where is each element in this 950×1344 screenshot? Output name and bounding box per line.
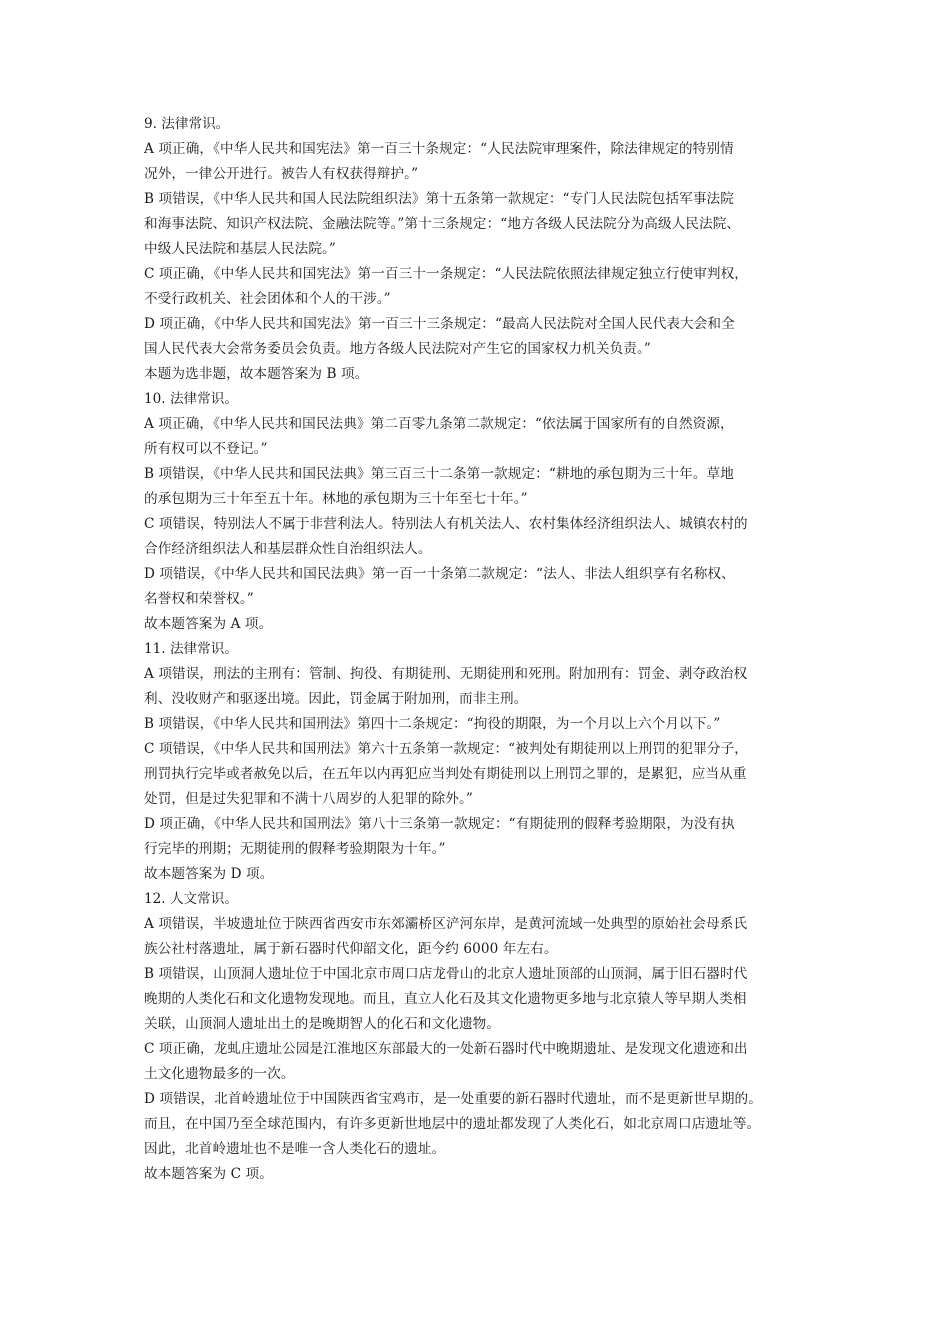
q12-answer: 故本题答案为 C 项。: [144, 1166, 273, 1182]
q11-option-a-line-1: A 项错误，刑法的主刑有：管制、拘役、有期徒刑、无期徒刑和死刑。附加刑有：罚金、剥夺政治权: [144, 666, 748, 682]
q12-option-c-line-1: C 项正确，龙虬庄遗址公园是江淮地区东部最大的一处新石器时代中晚期遗址、是发现文化遗迹和出: [144, 1041, 748, 1057]
q11-option-c-line-3: 处罚，但是过失犯罪和不满十八周岁的人犯罪的除外。”: [144, 791, 473, 807]
q9-option-c-line-2: 不受行政机关、社会团体和个人的干涉。”: [144, 291, 391, 307]
q9-option-d-line-1: D 项正确，《中华人民共和国宪法》第一百三十三条规定：“最高人民法院对全国人民代表大会和全: [144, 316, 735, 332]
q11-option-c-line-2: 刑罚执行完毕或者赦免以后，在五年以内再犯应当判处有期徒刑以上刑罚之罪的，是累犯，应当从重: [144, 766, 747, 782]
q9-answer: 本题为选非题，故本题答案为 B 项。: [144, 366, 369, 382]
q10-option-b-line-2: 的承包期为三十年至五十年。林地的承包期为三十年至七十年。”: [144, 491, 528, 507]
q11-option-d-line-1: D 项正确，《中华人民共和国刑法》第八十三条第一款规定：“有期徒刑的假释考验期限，为没有执: [144, 816, 735, 832]
q10-option-c-line-2: 合作经济组织法人和基层群众性自治组织法人。: [144, 541, 432, 557]
q12-option-d-line-2: 而且，在中国乃至全球范围内，有许多更新世地层中的遗址都发现了人类化石，如北京周口店遗址等。: [144, 1116, 761, 1132]
question-9-heading: 9. 法律常识。: [144, 116, 230, 132]
question-12-heading: 12. 人文常识。: [144, 891, 238, 907]
q10-option-c-line-1: C 项错误，特别法人不属于非营利法人。特别法人有机关法人、农村集体经济组织法人、城镇农村的: [144, 516, 748, 532]
q10-option-d-line-1: D 项错误，《中华人民共和国民法典》第一百一十条第二款规定：“法人、非法人组织享有名称权、: [144, 566, 735, 582]
q11-option-b-line-1: B 项错误，《中华人民共和国刑法》第四十二条规定：“拘役的期限，为一个月以上六个月以下。”: [144, 716, 721, 732]
q11-answer: 故本题答案为 D 项。: [144, 866, 274, 882]
q9-option-c-line-1: C 项正确，《中华人民共和国宪法》第一百三十一条规定：“人民法院依照法律规定独立行使审判权，: [144, 266, 748, 282]
document-page: [144, 112, 812, 1187]
q10-option-d-line-2: 名誉权和荣誉权。”: [144, 591, 254, 607]
q12-option-a-line-2: 族公社村落遗址，属于新石器时代仰韶文化，距今约 6000 年左右。: [144, 941, 558, 957]
q12-option-b-line-3: 关联，山顶洞人遗址出土的是晚期智人的化石和文化遗物。: [144, 1016, 501, 1032]
q10-answer: 故本题答案为 A 项。: [144, 616, 273, 632]
q10-option-a-line-1: A 项正确，《中华人民共和国民法典》第二百零九条第二款规定：“依法属于国家所有的自然资源，: [144, 416, 734, 432]
q12-option-b-line-2: 晚期的人类化石和文化遗物发现地。而且，直立人化石及其文化遗物更多地与北京猿人等早期人类相: [144, 991, 747, 1007]
q12-option-d-line-3: 因此，北首岭遗址也不是唯一含人类化石的遗址。: [144, 1141, 446, 1157]
q11-option-c-line-1: C 项错误，《中华人民共和国刑法》第六十五条第一款规定：“被判处有期徒刑以上刑罚的犯罪分子，: [144, 741, 748, 757]
q12-option-b-line-1: B 项错误，山顶洞人遗址位于中国北京市周口店龙骨山的北京人遗址顶部的山顶洞，属于旧石器时代: [144, 966, 748, 982]
q10-option-a-line-2: 所有权可以不登记。”: [144, 441, 268, 457]
q9-option-b-line-3: 中级人民法院和基层人民法院。”: [144, 241, 336, 257]
question-10-heading: 10. 法律常识。: [144, 391, 238, 407]
q12-option-c-line-2: 土文化遗物最多的一次。: [144, 1066, 295, 1082]
q9-option-a-line-1: A 项正确，《中华人民共和国宪法》第一百三十条规定：“人民法院审理案件，除法律规定的特别情: [144, 141, 734, 157]
q9-option-a-line-2: 况外，一律公开进行。被告人有权获得辩护。”: [144, 166, 419, 182]
q11-option-d-line-2: 行完毕的刑期；无期徒刑的假释考验期限为十年。”: [144, 841, 446, 857]
q10-option-b-line-1: B 项错误，《中华人民共和国民法典》第三百三十二条第一款规定：“耕地的承包期为三十年。草地: [144, 466, 734, 482]
q12-option-d-line-1: D 项错误，北首岭遗址位于中国陕西省宝鸡市，是一处重要的新石器时代遗址，而不是更新世早期的。: [144, 1091, 762, 1107]
q9-option-b-line-2: 和海事法院、知识产权法院、金融法院等。”第十三条规定：“地方各级人民法院分为高级人民法院、: [144, 216, 741, 232]
question-11-heading: 11. 法律常识。: [144, 641, 238, 657]
q11-option-a-line-2: 利、没收财产和驱逐出境。因此，罚金属于附加刑，而非主刑。: [144, 691, 528, 707]
q12-option-a-line-1: A 项错误，半坡遗址位于陕西省西安市东郊灞桥区浐河东岸，是黄河流域一处典型的原始社会母系氏: [144, 916, 748, 932]
q9-option-b-line-1: B 项错误，《中华人民共和国人民法院组织法》第十五条第一款规定：“专门人民法院包括军事法院: [144, 191, 734, 207]
q9-option-d-line-2: 国人民代表大会常务委员会负责。地方各级人民法院对产生它的国家权力机关负责。”: [144, 341, 651, 357]
